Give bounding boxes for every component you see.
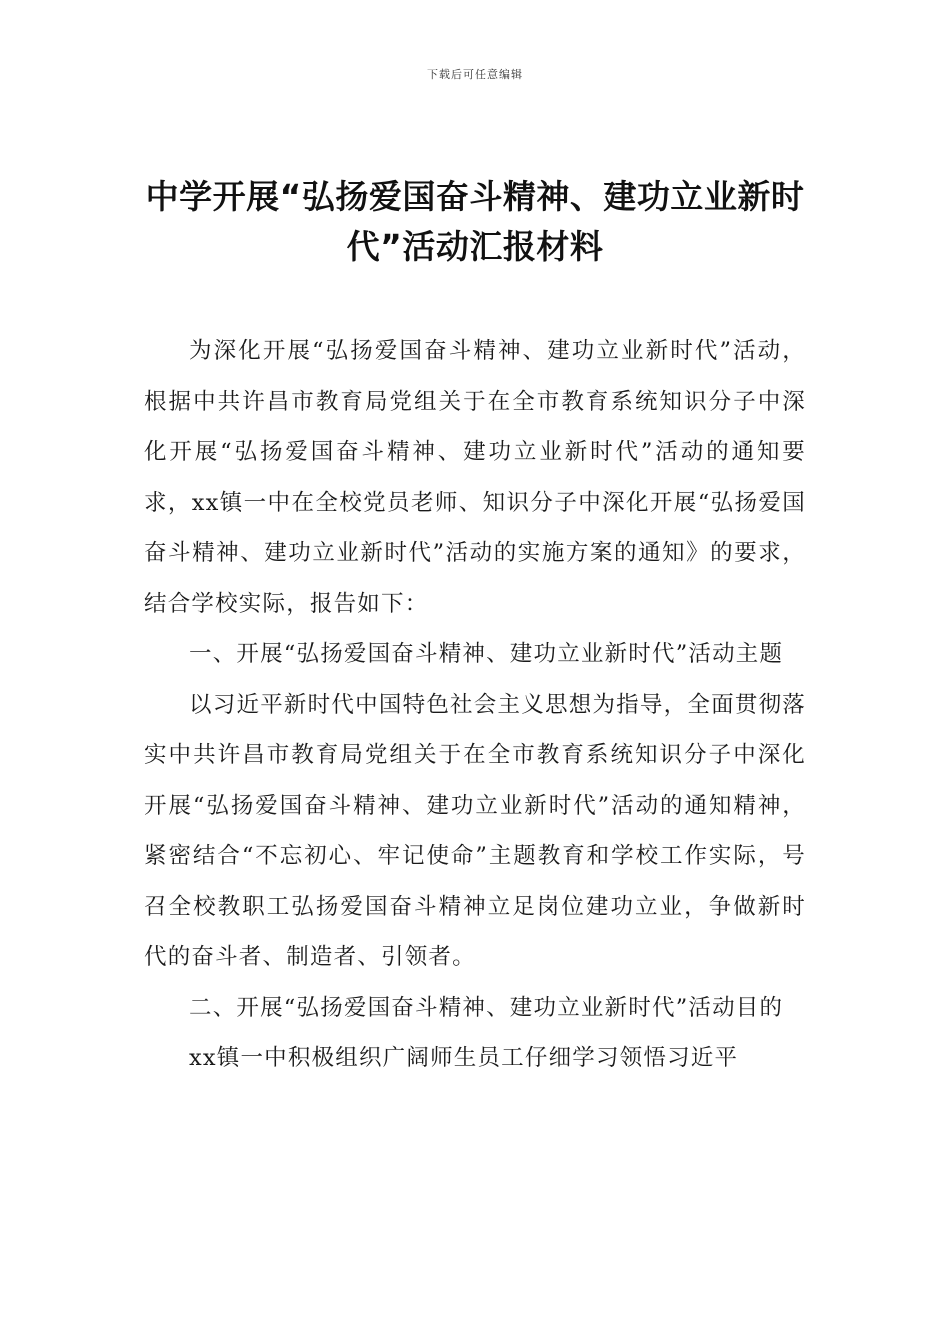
header-note: 下载后可任意编辑 xyxy=(427,68,523,81)
paragraph-theme: 以习近平新时代中国特色社会主义思想为指导，全面贯彻落实中共许昌市教育局党组关于在全市教育系统知识分子中深化开展“弘扬爱国奋斗精神、建功立业新时代”活动的通知精神，紧密结合“不忘初心、牢记使命”主题教育和学校工作实际，号召全校教职工弘扬爱国奋斗精神立足岗位建功立业，争做新时代的奋斗者、制造者、引领者。 xyxy=(144,691,806,970)
document-title: 中学开展“弘扬爱国奋斗精神、建功立业新时代”活动汇报材料 xyxy=(145,177,805,266)
paragraph-intro: 为深化开展“弘扬爱国奋斗精神、建功立业新时代”活动，根据中共许昌市教育局党组关于在全市教育系统知识分子中深化开展“弘扬爱国奋斗精神、建功立业新时代”活动的通知要求，xx镇一中在全校党员老师、知识分子中深化开展“弘扬爱国奋斗精神、建功立业新时代”活动的实施方案的通知》的要求，结合学校实际，报告如下： xyxy=(144,338,806,617)
section-heading-theme: 一、开展“弘扬爱国奋斗精神、建功立业新时代”活动主题 xyxy=(189,641,784,667)
document-body xyxy=(144,326,806,1084)
paragraph-purpose: xx镇一中积极组织广阔师生员工仔细学习领悟习近平 xyxy=(189,1045,739,1071)
section-heading-purpose: 二、开展“弘扬爱国奋斗精神、建功立业新时代”活动目的 xyxy=(189,994,784,1021)
